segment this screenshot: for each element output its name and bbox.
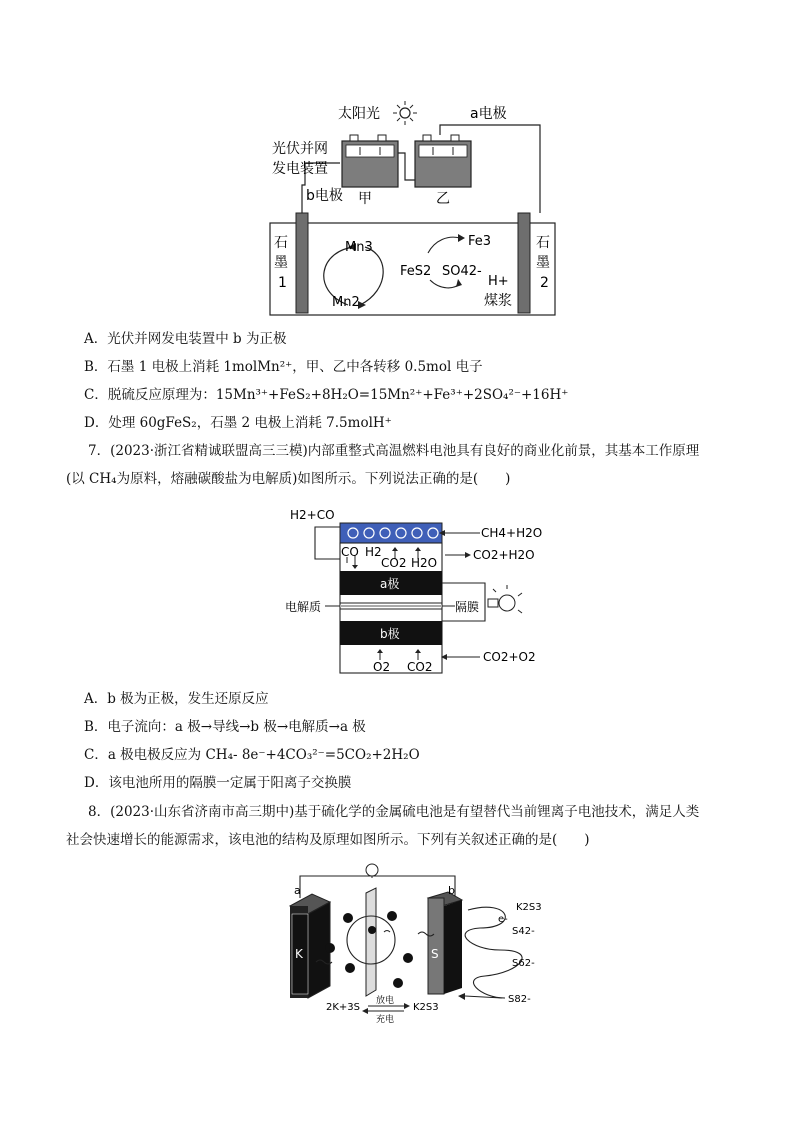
- q6-option-a: A．光伏并网发电装置中 b 为正极: [84, 331, 287, 347]
- label-so4: SO42-: [442, 264, 482, 279]
- figure-3-metal-sulfur-battery: [280, 858, 570, 1028]
- label-e1: e-: [498, 914, 508, 925]
- label-co2: CO2: [381, 556, 407, 570]
- q7-stem-line1: 7．(2023·浙江省精诚联盟高三三模)内部重整式高温燃料电池具有良好的商业化前景，其基本工作原理: [88, 443, 700, 459]
- bulb-icon: [488, 585, 522, 613]
- label-h2o: H2O: [411, 556, 438, 570]
- label-b: b: [448, 884, 455, 897]
- q7-option-a: A．b 极为正极，发生还原反应: [84, 691, 269, 707]
- q7-option-c: C．a 极电极反应为 CH₄- 8e⁻+4CO₃²⁻=5CO₂+2H₂O: [84, 747, 420, 763]
- q6-option-d: D．处理 60gFeS₂，石墨 2 电极上消耗 7.5molH⁺: [84, 415, 392, 431]
- label-k2s3-top: K2S3: [516, 902, 542, 913]
- label-h2: H2: [365, 545, 382, 559]
- label-jia: 甲: [358, 191, 372, 207]
- label-reaction-right: K2S3: [413, 1002, 439, 1013]
- label-co2h2o: CO2+H2O: [473, 548, 535, 562]
- q7-stem-line2: (以 CH₄为原料，熔融碳酸盐为电解质)如图所示。下列说法正确的是( ): [66, 471, 511, 487]
- q6-option-c: C．脱硫反应原理为：15Mn³⁺+FeS₂+8H₂O=15Mn²⁺+Fe³⁺+2SO₄²⁻+16H⁺: [84, 387, 569, 403]
- label-s6: S62-: [512, 958, 535, 969]
- label-co2-b: CO2: [407, 660, 433, 674]
- label-graphite2-a: 石: [536, 235, 550, 251]
- label-o2: O2: [373, 660, 391, 674]
- label-sunlight: 太阳光: [338, 106, 380, 122]
- label-graphite1-b: 墨: [274, 255, 288, 271]
- label-graphite2-b: 墨: [536, 255, 550, 271]
- label-k: K: [295, 947, 303, 961]
- label-co2o2: CO2+O2: [483, 650, 536, 664]
- q8-stem-line2: 社会快速增长的能源需求，该电池的结构及原理如图所示。下列有关叙述正确的是( ): [66, 832, 590, 848]
- q7-option-b: B．电子流向：a 极→导线→b 极→电解质→a 极: [84, 719, 366, 735]
- label-pv-1: 光伏并网: [272, 141, 328, 157]
- label-fe3: Fe3: [468, 234, 492, 249]
- label-mn3: Mn3: [345, 240, 373, 255]
- label-hplus: H+: [488, 274, 509, 289]
- q7-option-d: D．该电池所用的隔膜一定属于阳离子交换膜: [84, 775, 352, 791]
- label-s8: S82-: [508, 994, 531, 1005]
- label-s: S: [431, 947, 439, 961]
- label-a-electrode: a电极: [470, 106, 507, 122]
- label-pv-2: 发电装置: [272, 161, 328, 177]
- label-fes2: FeS2: [400, 264, 432, 279]
- label-electrolyte: 电解质: [285, 600, 322, 614]
- label-discharge: 放电: [376, 996, 395, 1006]
- figure-2-fuel-cell: [285, 505, 555, 675]
- label-b-electrode: b电极: [306, 188, 343, 204]
- label-b-pole: b极: [380, 627, 400, 641]
- label-charge: 充电: [376, 1015, 395, 1025]
- label-ch4h2o: CH4+H2O: [481, 526, 543, 540]
- label-yi: 乙: [436, 191, 450, 207]
- label-a: a: [294, 884, 301, 897]
- figure-1-photovoltaic-desulfurization: [260, 95, 560, 320]
- label-membrane: 隔膜: [455, 600, 480, 614]
- label-mn2: Mn2: [332, 295, 360, 310]
- label-s4: S42-: [512, 926, 535, 937]
- label-co: CO: [341, 545, 359, 559]
- label-coal: 煤浆: [484, 293, 512, 309]
- q6-option-b: B．石墨 1 电极上消耗 1molMn²⁺，甲、乙中各转移 0.5mol 电子: [84, 359, 483, 375]
- label-graphite1-a: 石: [274, 235, 288, 251]
- label-graphite1-c: 1: [278, 275, 287, 291]
- label-reaction-left: 2K+3S: [326, 1002, 361, 1013]
- label-h2co: H2+CO: [290, 508, 335, 522]
- label-a-pole: a极: [380, 577, 400, 591]
- sun-icon: [393, 101, 417, 125]
- q8-stem-line1: 8．(2023·山东省济南市高三期中)基于硫化学的金属硫电池是有望替代当前锂离子电池技术，满足人类: [88, 804, 700, 820]
- label-graphite2-c: 2: [540, 275, 549, 291]
